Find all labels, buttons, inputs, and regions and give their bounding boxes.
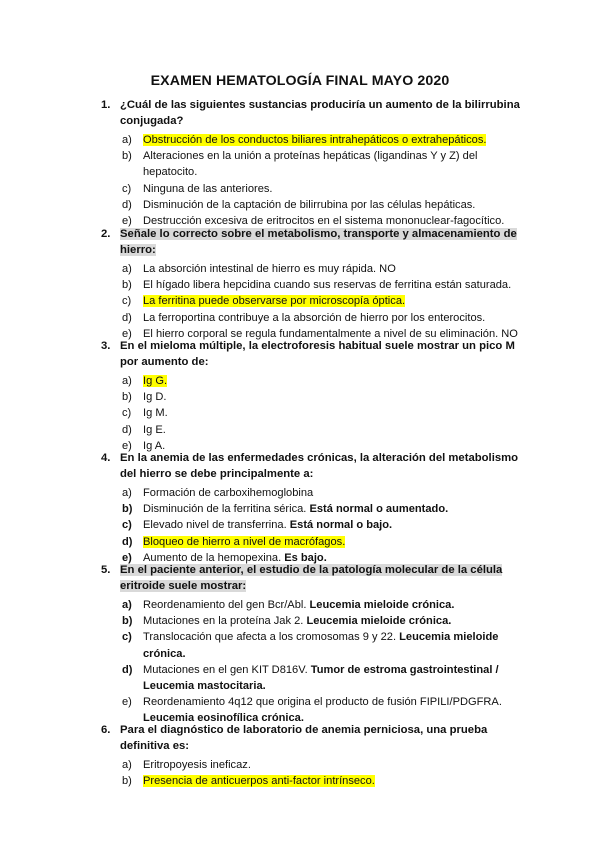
option-letter: b): [122, 391, 132, 404]
page-title: EXAMEN HEMATOLOGÍA FINAL MAYO 2020: [150, 73, 450, 89]
option-text: Disminución de la captación de bilirrubina por las células hepáticas.: [143, 198, 476, 211]
option-text: Ig E.: [143, 423, 166, 436]
option-letter: a): [122, 487, 132, 499]
option-text: El hierro corporal se regula fundamentalmente a nivel de su eliminación. NO: [143, 327, 518, 340]
question-text-wrap: [120, 226, 521, 258]
option-letter: c): [122, 295, 132, 308]
option-letter: b): [122, 150, 132, 163]
option-letter: d): [122, 663, 133, 676]
option-a: [120, 373, 521, 389]
option-text: Reordenamiento del gen Bcr/Abl.: [143, 599, 307, 611]
question-text: En el mieloma múltiple, la electroforesis habitual suele mostrar un pico M por aumento de:: [120, 340, 515, 368]
option-letter: e): [122, 439, 132, 452]
option-letter: e): [122, 551, 132, 564]
option-note: Tumor de estroma gastrointestinal / Leucemia mastocitaria.: [143, 663, 499, 693]
question-3: [101, 338, 521, 454]
option-d: [120, 534, 521, 550]
option-text: Ig M.: [143, 407, 168, 420]
option-c: [120, 405, 521, 421]
option-letter: a): [122, 134, 132, 146]
answer-text: Bloqueo de hierro a nivel de macrófagos.: [143, 535, 346, 548]
option-a: [120, 261, 521, 277]
option-letter: c): [122, 631, 132, 644]
question-6: [101, 722, 521, 789]
option-letter: a): [122, 375, 132, 387]
question-number: 5.: [101, 564, 111, 576]
option-b: [120, 148, 521, 180]
option-c: [120, 629, 521, 661]
option-d: [120, 422, 521, 438]
option-text: La absorción intestinal de hierro es muy rápida. NO: [143, 263, 396, 275]
option-text: Mutaciones en la proteína Jak 2.: [143, 615, 304, 628]
option-text: El hígado libera hepcidina cuando sus reservas de ferritina están saturada.: [143, 279, 512, 292]
answer-text: Presencia de anticuerpos anti-factor intrínseco.: [143, 775, 375, 788]
option-d: [120, 662, 521, 694]
option-text: Reordenamiento 4q12 que origina el producto de fusión FIPILI/PDGFRA.: [143, 696, 502, 709]
option-text: Mutaciones en el gen KIT D816V.: [143, 663, 308, 676]
option-b: [120, 501, 521, 517]
question-2: [101, 226, 521, 342]
option-letter: d): [122, 198, 132, 211]
option-letter: a): [122, 599, 132, 611]
option-letter: c): [122, 519, 132, 532]
option-letter: c): [122, 407, 132, 420]
option-c: [120, 293, 521, 309]
question-4: [101, 450, 521, 566]
option-c: [120, 181, 521, 197]
option-text: La ferroportina contribuye a la absorción de hierro por los enterocitos.: [143, 311, 486, 324]
option-text: Aumento de la hemopexina.: [143, 551, 282, 564]
option-b: [120, 277, 521, 293]
question-number: 2.: [101, 228, 111, 240]
option-letter: d): [122, 423, 132, 436]
option-letter: b): [122, 503, 133, 516]
option-note: Leucemia mieloide crónica.: [143, 631, 499, 660]
option-note: Está normal o bajo.: [289, 519, 393, 532]
option-note: Leucemia mieloide crónica.: [309, 599, 455, 611]
question-number: 3.: [101, 340, 111, 352]
answer-text: La ferritina puede observarse por microscopía óptica.: [143, 295, 406, 308]
option-letter: b): [122, 775, 132, 788]
option-c: [120, 517, 521, 533]
option-b: [120, 613, 521, 629]
option-letter: b): [122, 279, 132, 292]
option-text: Eritropoyesis ineficaz.: [143, 759, 251, 771]
option-text: Ig A.: [143, 439, 166, 452]
question-text: Para el diagnóstico de laboratorio de anemia perniciosa, una prueba definitiva es:: [120, 724, 488, 752]
option-text: Ninguna de las anteriores.: [143, 182, 273, 195]
option-a: [120, 132, 521, 148]
option-note: Es bajo.: [284, 551, 327, 564]
option-text: Disminución de la ferritina sérica.: [143, 503, 307, 516]
question-number: 4.: [101, 452, 111, 464]
question-text: ¿Cuál de las siguientes sustancias produciría un aumento de la bilirrubina conjugada?: [120, 99, 520, 127]
option-text: Elevado nivel de transferrina.: [143, 519, 287, 532]
option-text: Alteraciones en la unión a proteínas hepáticas (ligandinas Y y Z) del hepatocito.: [143, 150, 478, 179]
option-text: Destrucción excesiva de eritrocitos en el sistema mononuclear-fagocítico.: [143, 215, 505, 228]
question-number: 1.: [101, 99, 111, 111]
option-text: Formación de carboxihemoglobina: [143, 487, 314, 499]
option-letter: e): [122, 327, 132, 340]
option-d: [120, 197, 521, 213]
option-letter: d): [122, 535, 133, 548]
question-text-wrap: [120, 562, 521, 594]
question-5: [101, 562, 521, 727]
question-text: Señale lo correcto sobre el metabolismo, transporte y almacenamiento de hierro:: [120, 228, 517, 256]
option-letter: b): [122, 615, 133, 628]
question-text: En la anemia de las enfermedades crónicas, la alteración del metabolismo del hierro se debe principalmente a:: [120, 452, 519, 480]
option-a: [120, 757, 521, 773]
option-letter: a): [122, 759, 132, 771]
option-letter: a): [122, 263, 132, 275]
option-b: [120, 773, 521, 789]
answer-text: Obstrucción de los conductos biliares intrahepáticos o extrahepáticos.: [143, 134, 487, 146]
option-letter: c): [122, 182, 132, 195]
option-letter: e): [122, 215, 132, 228]
option-a: [120, 485, 521, 501]
answer-text: Ig G.: [143, 375, 168, 387]
question-number: 6.: [101, 724, 111, 736]
option-a: [120, 597, 521, 613]
option-d: [120, 310, 521, 326]
option-note: Leucemia eosinofílica crónica.: [143, 712, 304, 725]
option-letter: d): [122, 311, 132, 324]
option-note: Está normal o aumentado.: [309, 503, 449, 516]
question-text: En el paciente anterior, el estudio de la patología molecular de la célula eritroide suele mostrar:: [120, 564, 503, 592]
option-text: Ig D.: [143, 391, 167, 404]
option-letter: e): [122, 696, 132, 709]
option-b: [120, 389, 521, 405]
option-text: Translocación que afecta a los cromosomas 9 y 22.: [143, 631, 397, 644]
option-note: Leucemia mieloide crónica.: [306, 615, 452, 628]
question-1: [101, 97, 521, 229]
